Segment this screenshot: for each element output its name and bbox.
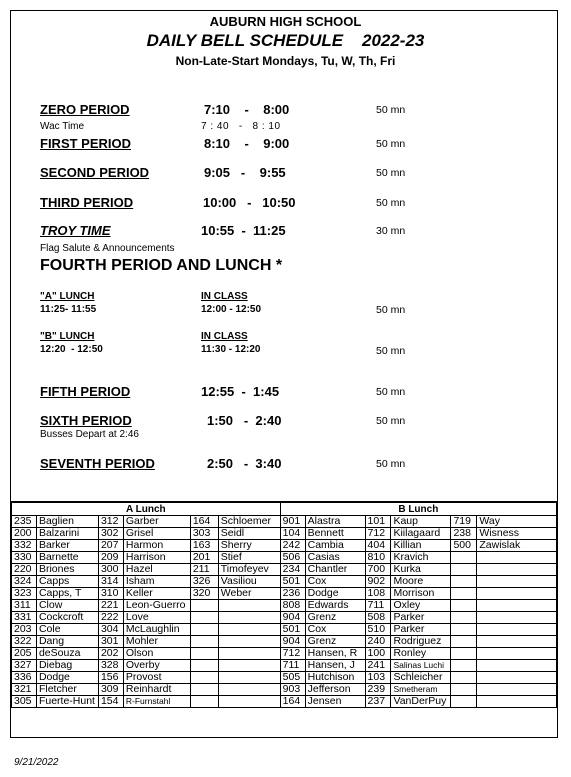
teacher-name-cell: Weber xyxy=(218,588,280,600)
teacher-name-cell: Capps xyxy=(36,576,98,588)
first-period-time: 8:10 - 9:00 xyxy=(204,136,290,151)
b-lunch-header: B Lunch xyxy=(280,503,556,516)
teacher-name-cell: Cox xyxy=(305,576,365,588)
teacher-name-cell: Edwards xyxy=(305,600,365,612)
teacher-name-cell: Dodge xyxy=(305,588,365,600)
lunch-a-class-label: IN CLASS xyxy=(201,291,248,302)
revision-date: 9/21/2022 xyxy=(14,757,59,768)
wac-time-label: Wac Time xyxy=(40,121,85,132)
teacher-name-cell: Harrison xyxy=(123,552,190,564)
table-row xyxy=(12,672,557,684)
teacher-name-cell: Cockcroft xyxy=(36,612,98,624)
room-number-cell: 500 xyxy=(451,540,477,552)
table-row xyxy=(12,684,557,696)
teacher-name-cell: Dang xyxy=(36,636,98,648)
teacher-name-cell: Dodge xyxy=(36,672,98,684)
zero-period-time: 7:10 - 8:00 xyxy=(204,102,290,117)
room-number-cell xyxy=(451,588,477,600)
table-row xyxy=(12,624,557,636)
room-number-cell: 209 xyxy=(98,552,123,564)
teacher-name-cell: Kaup xyxy=(391,516,451,528)
fifth-period-duration: 50 mn xyxy=(376,386,406,398)
room-number-cell: 321 xyxy=(12,684,37,696)
room-number-cell: 211 xyxy=(190,564,218,576)
room-number-cell xyxy=(190,600,218,612)
teacher-name-cell xyxy=(218,672,280,684)
room-number-cell: 326 xyxy=(190,576,218,588)
room-number-cell: 104 xyxy=(280,528,305,540)
room-number-cell: 506 xyxy=(280,552,305,564)
table-row xyxy=(12,612,557,624)
room-number-cell xyxy=(451,696,477,708)
teacher-name-cell: R-Furnstahl xyxy=(123,696,190,708)
teacher-name-cell: Killian xyxy=(391,540,451,552)
room-number-cell: 156 xyxy=(98,672,123,684)
lunch-a-label: "A" LUNCH xyxy=(40,291,95,302)
room-number-cell: 154 xyxy=(98,696,123,708)
fourth-period-heading: FOURTH PERIOD AND LUNCH * xyxy=(40,257,283,274)
room-number-cell: 712 xyxy=(280,648,305,660)
teacher-name-cell: Parker xyxy=(391,612,451,624)
teacher-name-cell xyxy=(477,612,557,624)
room-number-cell xyxy=(190,636,218,648)
teacher-name-cell xyxy=(218,636,280,648)
room-number-cell: 902 xyxy=(365,576,391,588)
teacher-name-cell: Chantler xyxy=(305,564,365,576)
room-number-cell: 305 xyxy=(12,696,37,708)
room-number-cell: 163 xyxy=(190,540,218,552)
troy-time-duration: 30 mn xyxy=(376,225,406,237)
teacher-name-cell xyxy=(218,684,280,696)
teacher-name-cell xyxy=(477,696,557,708)
teacher-name-cell: Briones xyxy=(36,564,98,576)
room-number-cell xyxy=(190,672,218,684)
teacher-name-cell: Grisel xyxy=(123,528,190,540)
table-row xyxy=(12,648,557,660)
room-number-cell: 331 xyxy=(12,612,37,624)
room-number-cell: 201 xyxy=(190,552,218,564)
room-number-cell xyxy=(451,684,477,696)
room-number-cell: 328 xyxy=(98,660,123,672)
wac-time-time: 7 : 40 - 8 : 10 xyxy=(201,121,281,132)
teacher-name-cell: deSouza xyxy=(36,648,98,660)
second-period-duration: 50 mn xyxy=(376,167,406,179)
table-row xyxy=(12,600,557,612)
table-row xyxy=(12,540,557,552)
room-number-cell xyxy=(190,696,218,708)
teacher-name-cell xyxy=(477,576,557,588)
seventh-period-duration: 50 mn xyxy=(376,458,406,470)
teacher-name-cell: Salinas Luchi xyxy=(391,660,451,672)
teacher-name-cell: Ronley xyxy=(391,648,451,660)
teacher-name-cell: Kurka xyxy=(391,564,451,576)
lunch-a-time: 11:25- 11:55 xyxy=(40,304,97,315)
sixth-period-duration: 50 mn xyxy=(376,415,406,427)
table-row xyxy=(12,528,557,540)
room-number-cell xyxy=(451,636,477,648)
room-number-cell: 304 xyxy=(98,624,123,636)
room-number-cell: 238 xyxy=(451,528,477,540)
room-number-cell: 108 xyxy=(365,588,391,600)
first-period-name: FIRST PERIOD xyxy=(40,136,132,151)
teacher-name-cell xyxy=(477,660,557,672)
teacher-name-cell xyxy=(477,564,557,576)
room-number-cell: 302 xyxy=(98,528,123,540)
lunch-table xyxy=(11,502,557,708)
lunch-b-time: 12:20 - 12:50 xyxy=(40,344,103,355)
room-number-cell: 100 xyxy=(365,648,391,660)
room-number-cell: 332 xyxy=(12,540,37,552)
teacher-name-cell xyxy=(477,588,557,600)
teacher-name-cell: Olson xyxy=(123,648,190,660)
teacher-name-cell: Bennett xyxy=(305,528,365,540)
teacher-name-cell: Reinhardt xyxy=(123,684,190,696)
lunch-assignment-table xyxy=(11,501,557,708)
room-number-cell: 501 xyxy=(280,624,305,636)
seventh-period-name: SEVENTH PERIOD xyxy=(40,456,155,471)
room-number-cell: 300 xyxy=(98,564,123,576)
lunch-b-class-time: 11:30 - 12:20 xyxy=(201,344,261,355)
sixth-period-name: SIXTH PERIOD xyxy=(40,413,132,428)
room-number-cell xyxy=(451,612,477,624)
teacher-name-cell: Casias xyxy=(305,552,365,564)
teacher-name-cell: Jensen xyxy=(305,696,365,708)
lunch-a-class-time: 12:00 - 12:50 xyxy=(201,304,262,315)
teacher-name-cell: Keller xyxy=(123,588,190,600)
teacher-name-cell: Wisness xyxy=(477,528,557,540)
room-number-cell: 207 xyxy=(98,540,123,552)
title-text: DAILY BELL SCHEDULE xyxy=(146,31,344,50)
troy-time-note: Flag Salute & Announcements xyxy=(40,243,175,254)
teacher-name-cell: Grenz xyxy=(305,636,365,648)
room-number-cell: 336 xyxy=(12,672,37,684)
teacher-name-cell: Balzarini xyxy=(36,528,98,540)
teacher-name-cell: Hansen, J xyxy=(305,660,365,672)
second-period-time: 9:05 - 9:55 xyxy=(204,165,286,180)
teacher-name-cell: Kravich xyxy=(391,552,451,564)
room-number-cell xyxy=(451,552,477,564)
teacher-name-cell: Mohler xyxy=(123,636,190,648)
room-number-cell: 810 xyxy=(365,552,391,564)
teacher-name-cell: Love xyxy=(123,612,190,624)
room-number-cell xyxy=(451,600,477,612)
room-number-cell xyxy=(451,660,477,672)
teacher-name-cell: Hansen, R xyxy=(305,648,365,660)
teacher-name-cell: Capps, T xyxy=(36,588,98,600)
room-number-cell: 310 xyxy=(98,588,123,600)
room-number-cell: 235 xyxy=(12,516,37,528)
teacher-name-cell: Barnette xyxy=(36,552,98,564)
room-number-cell: 904 xyxy=(280,612,305,624)
table-row xyxy=(12,564,557,576)
room-number-cell: 501 xyxy=(280,576,305,588)
teacher-name-cell xyxy=(477,684,557,696)
troy-time-name: TROY TIME xyxy=(40,223,111,238)
school-year: 2022-23 xyxy=(361,31,425,50)
zero-period-name: ZERO PERIOD xyxy=(40,102,130,117)
room-number-cell xyxy=(451,672,477,684)
room-number-cell: 303 xyxy=(190,528,218,540)
lunch-table-body xyxy=(12,516,557,708)
room-number-cell: 508 xyxy=(365,612,391,624)
room-number-cell: 220 xyxy=(12,564,37,576)
room-number-cell: 711 xyxy=(365,600,391,612)
room-number-cell: 241 xyxy=(365,660,391,672)
teacher-name-cell: McLaughlin xyxy=(123,624,190,636)
teacher-name-cell: Alastra xyxy=(305,516,365,528)
teacher-name-cell: Overby xyxy=(123,660,190,672)
table-row xyxy=(12,588,557,600)
teacher-name-cell: Schloemer xyxy=(218,516,280,528)
room-number-cell: 327 xyxy=(12,660,37,672)
room-number-cell: 202 xyxy=(98,648,123,660)
room-number-cell: 240 xyxy=(365,636,391,648)
teacher-name-cell: Timofeyev xyxy=(218,564,280,576)
room-number-cell: 301 xyxy=(98,636,123,648)
room-number-cell xyxy=(190,624,218,636)
teacher-name-cell: Morrison xyxy=(391,588,451,600)
teacher-name-cell xyxy=(218,696,280,708)
room-number-cell: 312 xyxy=(98,516,123,528)
room-number-cell: 101 xyxy=(365,516,391,528)
table-row xyxy=(12,552,557,564)
table-row xyxy=(12,516,557,528)
fifth-period-name: FIFTH PERIOD xyxy=(40,384,131,399)
room-number-cell xyxy=(451,624,477,636)
teacher-name-cell: Parker xyxy=(391,624,451,636)
room-number-cell: 164 xyxy=(190,516,218,528)
teacher-name-cell xyxy=(218,648,280,660)
room-number-cell: 314 xyxy=(98,576,123,588)
room-number-cell: 309 xyxy=(98,684,123,696)
room-number-cell: 200 xyxy=(12,528,37,540)
teacher-name-cell xyxy=(477,648,557,660)
room-number-cell: 901 xyxy=(280,516,305,528)
room-number-cell: 237 xyxy=(365,696,391,708)
room-number-cell: 510 xyxy=(365,624,391,636)
teacher-name-cell: Jefferson xyxy=(305,684,365,696)
third-period-duration: 50 mn xyxy=(376,197,406,209)
lunch-a-duration: 50 mn xyxy=(376,304,406,316)
table-row xyxy=(12,636,557,648)
teacher-name-cell: Smetheram xyxy=(391,684,451,696)
teacher-name-cell xyxy=(218,612,280,624)
room-number-cell: 234 xyxy=(280,564,305,576)
teacher-name-cell: Schleicher xyxy=(391,672,451,684)
teacher-name-cell: Harmon xyxy=(123,540,190,552)
teacher-name-cell: Fuerte-Hunt xyxy=(36,696,98,708)
room-number-cell: 719 xyxy=(451,516,477,528)
lunch-b-label: "B" LUNCH xyxy=(40,331,95,342)
room-number-cell: 808 xyxy=(280,600,305,612)
teacher-name-cell xyxy=(477,624,557,636)
room-number-cell: 904 xyxy=(280,636,305,648)
teacher-name-cell: Cambia xyxy=(305,540,365,552)
sixth-period-time: 1:50 - 2:40 xyxy=(207,413,282,428)
teacher-name-cell: Diebag xyxy=(36,660,98,672)
teacher-name-cell: Leon-Guerro xyxy=(123,600,190,612)
room-number-cell xyxy=(451,564,477,576)
teacher-name-cell: Provost xyxy=(123,672,190,684)
teacher-name-cell: VanDerPuy xyxy=(391,696,451,708)
third-period-name: THIRD PERIOD xyxy=(40,195,134,210)
teacher-name-cell: Isham xyxy=(123,576,190,588)
teacher-name-cell xyxy=(477,672,557,684)
teacher-name-cell: Barker xyxy=(36,540,98,552)
troy-time-time: 10:55 - 11:25 xyxy=(201,223,286,238)
room-number-cell xyxy=(451,648,477,660)
room-number-cell xyxy=(190,684,218,696)
first-period-duration: 50 mn xyxy=(376,138,406,150)
room-number-cell: 311 xyxy=(12,600,37,612)
teacher-name-cell xyxy=(218,624,280,636)
room-number-cell: 320 xyxy=(190,588,218,600)
teacher-name-cell: Stief xyxy=(218,552,280,564)
teacher-name-cell: Rodriguez xyxy=(391,636,451,648)
teacher-name-cell: Moore xyxy=(391,576,451,588)
room-number-cell: 222 xyxy=(98,612,123,624)
teacher-name-cell: Fletcher xyxy=(36,684,98,696)
room-number-cell: 712 xyxy=(365,528,391,540)
teacher-name-cell xyxy=(477,636,557,648)
second-period-name: SECOND PERIOD xyxy=(40,165,150,180)
page-title xyxy=(0,31,571,51)
teacher-name-cell: Baglien xyxy=(36,516,98,528)
room-number-cell xyxy=(451,576,477,588)
room-number-cell: 700 xyxy=(365,564,391,576)
teacher-name-cell: Garber xyxy=(123,516,190,528)
teacher-name-cell: Way xyxy=(477,516,557,528)
teacher-name-cell xyxy=(477,600,557,612)
room-number-cell: 221 xyxy=(98,600,123,612)
fifth-period-time: 12:55 - 1:45 xyxy=(201,384,280,399)
room-number-cell: 404 xyxy=(365,540,391,552)
lunch-b-class-label: IN CLASS xyxy=(201,331,248,342)
room-number-cell: 103 xyxy=(365,672,391,684)
room-number-cell: 505 xyxy=(280,672,305,684)
teacher-name-cell: Sherry xyxy=(218,540,280,552)
school-name: AUBURN HIGH SCHOOL xyxy=(209,14,362,29)
table-row xyxy=(12,696,557,708)
teacher-name-cell xyxy=(477,552,557,564)
third-period-time: 10:00 - 10:50 xyxy=(203,195,296,210)
teacher-name-cell: Grenz xyxy=(305,612,365,624)
teacher-name-cell: Clow xyxy=(36,600,98,612)
room-number-cell xyxy=(190,612,218,624)
room-number-cell: 205 xyxy=(12,648,37,660)
schedule-subtitle: Non-Late-Start Mondays, Tu, W, Th, Fri xyxy=(175,54,396,68)
room-number-cell: 164 xyxy=(280,696,305,708)
teacher-name-cell: Cole xyxy=(36,624,98,636)
table-row xyxy=(12,576,557,588)
room-number-cell: 711 xyxy=(280,660,305,672)
room-number-cell: 242 xyxy=(280,540,305,552)
teacher-name-cell: Hutchison xyxy=(305,672,365,684)
a-lunch-header: A Lunch xyxy=(12,503,281,516)
room-number-cell xyxy=(190,648,218,660)
teacher-name-cell: Vasiliou xyxy=(218,576,280,588)
room-number-cell: 903 xyxy=(280,684,305,696)
room-number-cell: 236 xyxy=(280,588,305,600)
teacher-name-cell xyxy=(218,600,280,612)
teacher-name-cell: Hazel xyxy=(123,564,190,576)
room-number-cell: 203 xyxy=(12,624,37,636)
seventh-period-time: 2:50 - 3:40 xyxy=(207,456,282,471)
room-number-cell: 322 xyxy=(12,636,37,648)
teacher-name-cell: Kiilagaard xyxy=(391,528,451,540)
teacher-name-cell: Oxley xyxy=(391,600,451,612)
zero-period-duration: 50 mn xyxy=(376,104,406,116)
sixth-period-note: Busses Depart at 2:46 xyxy=(40,429,139,440)
teacher-name-cell xyxy=(218,660,280,672)
room-number-cell: 324 xyxy=(12,576,37,588)
room-number-cell: 239 xyxy=(365,684,391,696)
teacher-name-cell: Cox xyxy=(305,624,365,636)
teacher-name-cell: Zawislak xyxy=(477,540,557,552)
lunch-b-duration: 50 mn xyxy=(376,345,406,357)
room-number-cell xyxy=(190,660,218,672)
teacher-name-cell: Seidl xyxy=(218,528,280,540)
room-number-cell: 330 xyxy=(12,552,37,564)
room-number-cell: 323 xyxy=(12,588,37,600)
table-row xyxy=(12,660,557,672)
